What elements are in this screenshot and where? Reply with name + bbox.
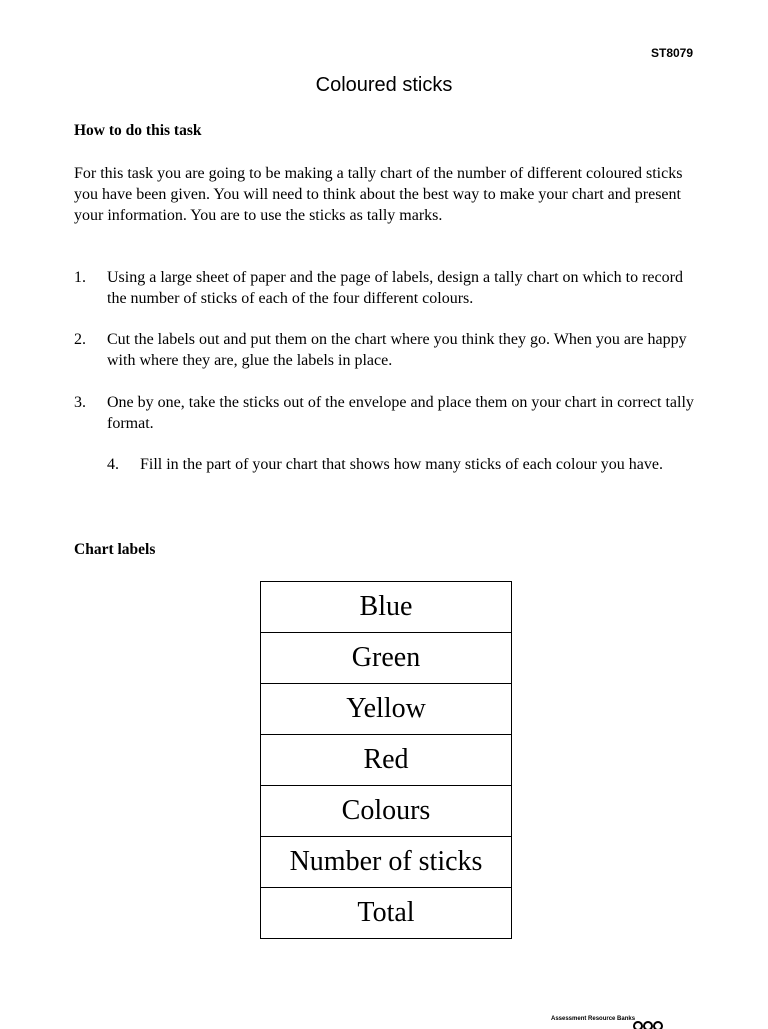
footer-text: Assessment Resource Banks <box>551 1016 636 1022</box>
label-number-of-sticks: Number of sticks <box>261 837 511 888</box>
step-3 <box>74 392 694 434</box>
intro-paragraph: For this task you are going to be making a tally chart of the number of different coloured sticks you have been given. You will need to think about the best way to make your chart and present your information. You are to use the sticks as tally marks. <box>74 165 683 224</box>
step-text: Fill in the part of your chart that shows how many sticks of each colour you have. <box>140 456 663 473</box>
chart-labels-table <box>260 581 512 939</box>
step-number: 2. <box>74 331 86 348</box>
page-title: Coloured sticks <box>315 74 453 96</box>
label-red: Red <box>261 735 511 786</box>
label-yellow: Yellow <box>261 684 511 735</box>
step-text: One by one, take the sticks out of the envelope and place them on your chart in correct tally format. <box>107 394 694 432</box>
step-text: Cut the labels out and put them on the chart where you think they go. When you are happy with where they are, glue the labels in place. <box>107 331 687 369</box>
how-to-heading: How to do this task <box>74 122 202 139</box>
step-1 <box>74 267 694 309</box>
label-total: Total <box>261 888 511 939</box>
step-text: Using a large sheet of paper and the page of labels, design a tally chart on which to record the number of sticks of each of the four different colours. <box>107 269 683 307</box>
step-4 <box>107 454 701 475</box>
step-2 <box>74 329 694 371</box>
label-green: Green <box>261 633 511 684</box>
step-number: 3. <box>74 394 86 411</box>
label-blue: Blue <box>261 582 511 633</box>
document-code: ST8079 <box>651 46 694 60</box>
step-number: 4. <box>107 456 119 473</box>
label-colours: Colours <box>261 786 511 837</box>
step-number: 1. <box>74 269 86 286</box>
chart-labels-heading: Chart labels <box>74 541 156 558</box>
logo-icon <box>633 1017 673 1029</box>
